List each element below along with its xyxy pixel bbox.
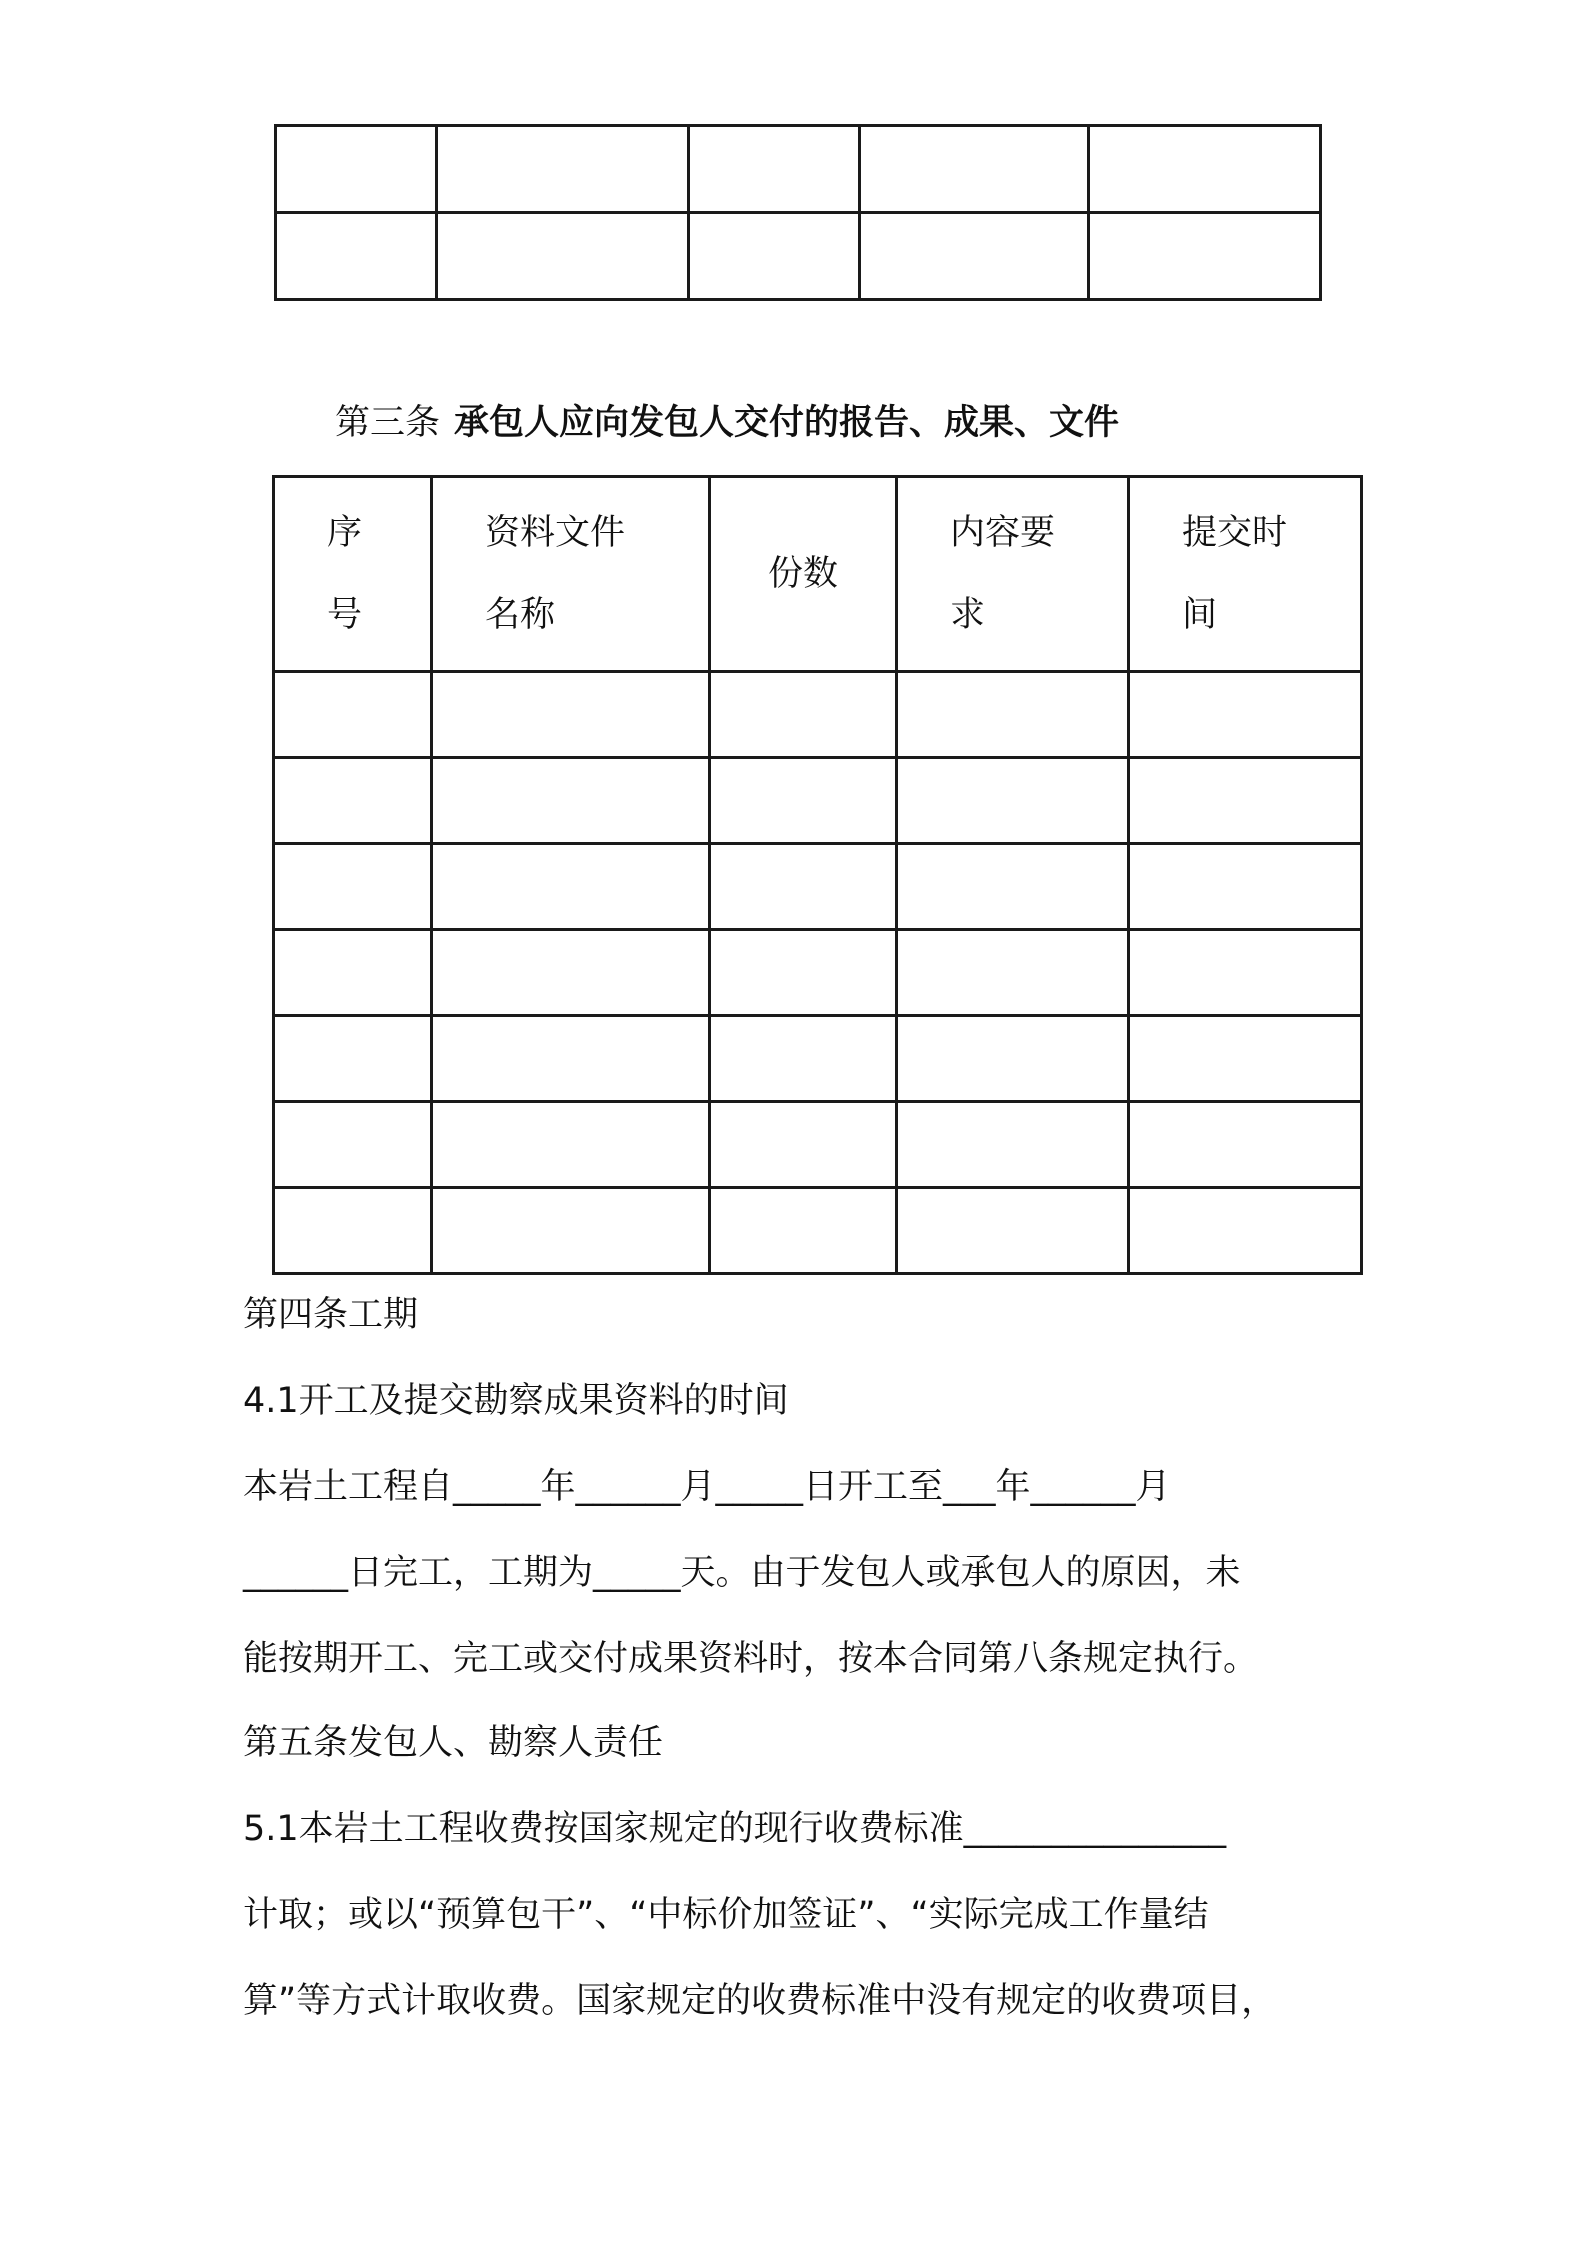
- table-cell: [897, 672, 1129, 758]
- table-cell: [897, 1102, 1129, 1188]
- table-cell: [897, 758, 1129, 844]
- table-cell: [432, 672, 710, 758]
- deliverables-table: [272, 475, 1363, 1275]
- table-cell: [276, 213, 437, 300]
- table-cell: [274, 844, 432, 930]
- table-cell: [710, 672, 897, 758]
- paragraph-line: 算”等方式计取收费。国家规定的收费标准中没有规定的收费项目，: [243, 1981, 1277, 2021]
- table-cell: [274, 1102, 432, 1188]
- table-cell: [274, 930, 432, 1016]
- table-cell: [1129, 1188, 1362, 1274]
- table-cell: [897, 1188, 1129, 1274]
- table-cell: [274, 1016, 432, 1102]
- table-row: [276, 213, 1321, 300]
- table-row: [274, 1102, 1362, 1188]
- table-cell: [689, 213, 860, 300]
- table-cell: [432, 1188, 710, 1274]
- table-cell: [710, 930, 897, 1016]
- header-content-requirements: 内容要 求: [897, 477, 1129, 672]
- table-cell: [897, 1016, 1129, 1102]
- table-cell: [274, 1188, 432, 1274]
- table-cell: [1129, 930, 1362, 1016]
- table-row: [274, 672, 1362, 758]
- header-serial-number: 序 号: [274, 477, 432, 672]
- table-row: [274, 1016, 1362, 1102]
- table-cell: [1129, 844, 1362, 930]
- table-header-row: [274, 477, 1362, 672]
- clause-4-1-title: 4.1开工及提交勘察成果资料的时间: [243, 1381, 789, 1421]
- header-submission-time: 提交时 间: [1129, 477, 1362, 672]
- table-cell: [276, 126, 437, 213]
- section-3-title: 承包人应向发包人交付的报告、成果、文件: [454, 403, 1120, 443]
- table-cell: [710, 1188, 897, 1274]
- table-cell: [432, 930, 710, 1016]
- section-3-heading: [335, 398, 1119, 448]
- table-row: [276, 126, 1321, 213]
- table-cell: [897, 930, 1129, 1016]
- table-cell: [432, 1102, 710, 1188]
- table-cell: [1129, 672, 1362, 758]
- table-cell: [274, 758, 432, 844]
- paragraph-line: 5.1本岩土工程收费按国家规定的现行收费标准_______________: [243, 1809, 1227, 1849]
- table-cell: [432, 844, 710, 930]
- paragraph-line: ______日完工，工期为_____天。由于发包人或承包人的原因，未: [243, 1553, 1241, 1593]
- table-cell: [1129, 1102, 1362, 1188]
- table-cell: [710, 844, 897, 930]
- table-cell: [432, 758, 710, 844]
- table-cell: [860, 126, 1089, 213]
- table-cell: [1129, 758, 1362, 844]
- table-cell: [432, 1016, 710, 1102]
- table-row: [274, 1188, 1362, 1274]
- section-4-title: 第四条工期: [243, 1295, 419, 1335]
- header-copies: 份数: [710, 477, 897, 672]
- table-cell: [860, 213, 1089, 300]
- table-row: [274, 930, 1362, 1016]
- table-cell: [1129, 1016, 1362, 1102]
- section-5-title: 第五条发包人、勘察人责任: [243, 1723, 664, 1763]
- table-cell: [274, 672, 432, 758]
- table-cell: [710, 1016, 897, 1102]
- table-row: [274, 844, 1362, 930]
- table-cell: [437, 213, 689, 300]
- header-document-name: 资料文件 名称: [432, 477, 710, 672]
- table-cell: [897, 844, 1129, 930]
- paragraph-line: 能按期开工、完工或交付成果资料时，按本合同第八条规定执行。: [243, 1639, 1259, 1679]
- paragraph-line: 本岩土工程自_____年______月_____日开工至___年______月: [243, 1467, 1171, 1507]
- table-cell: [1089, 126, 1321, 213]
- table-cell: [710, 1102, 897, 1188]
- table-cell: [437, 126, 689, 213]
- section-3-label: 第三条: [335, 403, 441, 443]
- paragraph-line: 计取；或以“预算包干”、“中标价加签证”、“实际完成工作量结: [243, 1895, 1209, 1935]
- previous-table-continuation: [274, 124, 1322, 301]
- table-cell: [689, 126, 860, 213]
- table-cell: [1089, 213, 1321, 300]
- table-cell: [710, 758, 897, 844]
- table-row: [274, 758, 1362, 844]
